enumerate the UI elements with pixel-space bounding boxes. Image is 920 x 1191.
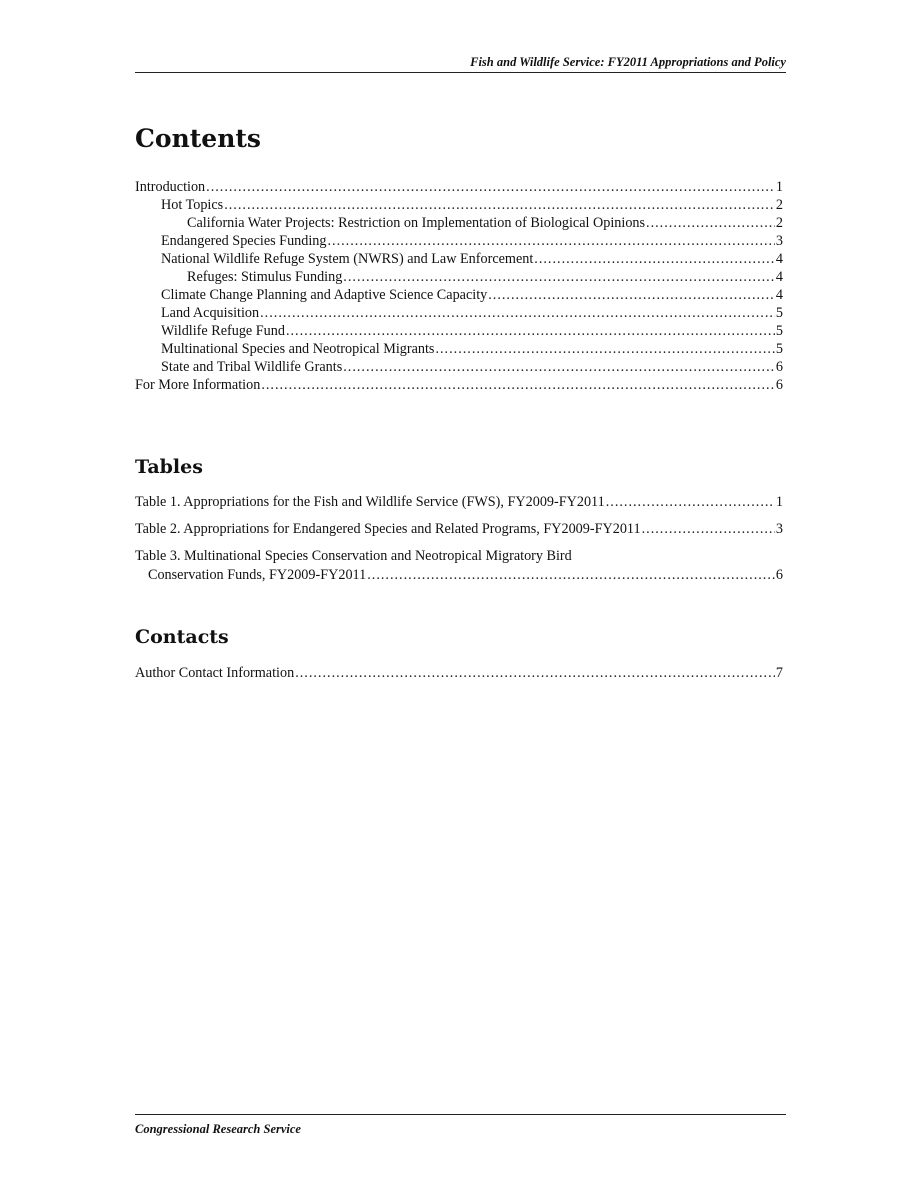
toc-entry-refuges-stimulus-funding[interactable] (135, 268, 783, 286)
toc-page-number: 4 (775, 251, 783, 267)
toc-entry-title: Multinational Species and Neotropical Migrants (161, 341, 435, 357)
toc-entry-title: Land Acquisition (161, 305, 260, 321)
toc-entry-for-more-information[interactable] (135, 376, 783, 394)
toc-entry-wildlife-refuge-fund[interactable] (135, 322, 783, 340)
toc-entry-title: State and Tribal Wildlife Grants (161, 359, 343, 375)
running-header: Fish and Wildlife Service: FY2011 Appropriations and Policy (135, 52, 786, 73)
contents-heading: Contents (135, 124, 262, 153)
dot-leader (534, 250, 775, 268)
table-entry-table-1[interactable] (135, 493, 783, 512)
contact-entry-title: Author Contact Information (135, 665, 295, 681)
toc-page-number: 2 (775, 215, 783, 231)
toc-page-number: 6 (775, 377, 783, 393)
dot-leader (343, 268, 775, 286)
dot-leader (286, 322, 775, 340)
toc-entry-state-tribal-grants[interactable] (135, 358, 783, 376)
tables-heading: Tables (135, 456, 203, 478)
dot-leader (343, 358, 775, 376)
toc-entry-title: Hot Topics (161, 197, 224, 213)
toc-page-number: 5 (775, 305, 783, 321)
contact-page-number: 7 (775, 665, 783, 681)
toc-page-number: 4 (775, 269, 783, 285)
dot-leader (606, 493, 775, 512)
toc-entry-hot-topics[interactable] (135, 196, 783, 214)
toc-entry-title: California Water Projects: Restriction on Implementation of Biological Opinions (187, 215, 646, 231)
table-entry-continuation (135, 566, 783, 585)
toc-entry-title: National Wildlife Refuge System (NWRS) and Law Enforcement (161, 251, 534, 267)
dot-leader (646, 214, 775, 232)
toc-entry-title: Wildlife Refuge Fund (161, 323, 285, 339)
contacts-heading: Contacts (135, 626, 229, 648)
table-entry-table-3[interactable] (135, 547, 783, 585)
tables-list (135, 493, 783, 593)
dot-leader (367, 566, 775, 585)
toc-entry-land-acquisition[interactable] (135, 304, 783, 322)
dot-leader (435, 340, 774, 358)
dot-leader (224, 196, 775, 214)
toc-entry-title: For More Information (135, 377, 261, 393)
contents-list (135, 178, 783, 394)
table-entry-table-2[interactable] (135, 520, 783, 539)
toc-entry-title: Climate Change Planning and Adaptive Science Capacity (161, 287, 488, 303)
dot-leader (260, 304, 775, 322)
toc-entry-multinational-species[interactable] (135, 340, 783, 358)
toc-entry-nwrs-law-enforcement[interactable] (135, 250, 783, 268)
table-entry-title: Table 1. Appropriations for the Fish and Wildlife Service (FWS), FY2009-FY2011 (135, 494, 605, 510)
toc-page-number: 2 (775, 197, 783, 213)
dot-leader (261, 376, 775, 394)
contacts-list (135, 664, 783, 691)
running-footer: Congressional Research Service (135, 1114, 786, 1143)
contact-entry-author-contact[interactable] (135, 664, 783, 683)
toc-entry-title: Refuges: Stimulus Funding (187, 269, 343, 285)
table-page-number: 3 (775, 521, 783, 537)
toc-entry-introduction[interactable] (135, 178, 783, 196)
toc-page-number: 5 (775, 341, 783, 357)
toc-entry-climate-change-planning[interactable] (135, 286, 783, 304)
toc-entry-title: Introduction (135, 179, 206, 195)
dot-leader (642, 520, 775, 539)
toc-page-number: 5 (775, 323, 783, 339)
toc-page-number: 4 (775, 287, 783, 303)
table-entry-title: Table 2. Appropriations for Endangered Species and Related Programs, FY2009-FY2011 (135, 521, 641, 537)
toc-page-number: 3 (775, 233, 783, 249)
dot-leader (295, 664, 775, 683)
table-entry-title-line-1: Table 3. Multinational Species Conservation and Neotropical Migratory Bird (135, 548, 572, 564)
toc-entry-endangered-species-funding[interactable] (135, 232, 783, 250)
dot-leader (488, 286, 775, 304)
table-page-number: 6 (775, 567, 783, 583)
dot-leader (327, 232, 774, 250)
toc-entry-california-water-projects[interactable] (135, 214, 783, 232)
toc-page-number: 1 (775, 179, 783, 195)
toc-page-number: 6 (775, 359, 783, 375)
table-entry-title-line-2: Conservation Funds, FY2009-FY2011 (148, 567, 367, 583)
dot-leader (206, 178, 775, 196)
toc-entry-title: Endangered Species Funding (161, 233, 327, 249)
table-page-number: 1 (775, 494, 783, 510)
